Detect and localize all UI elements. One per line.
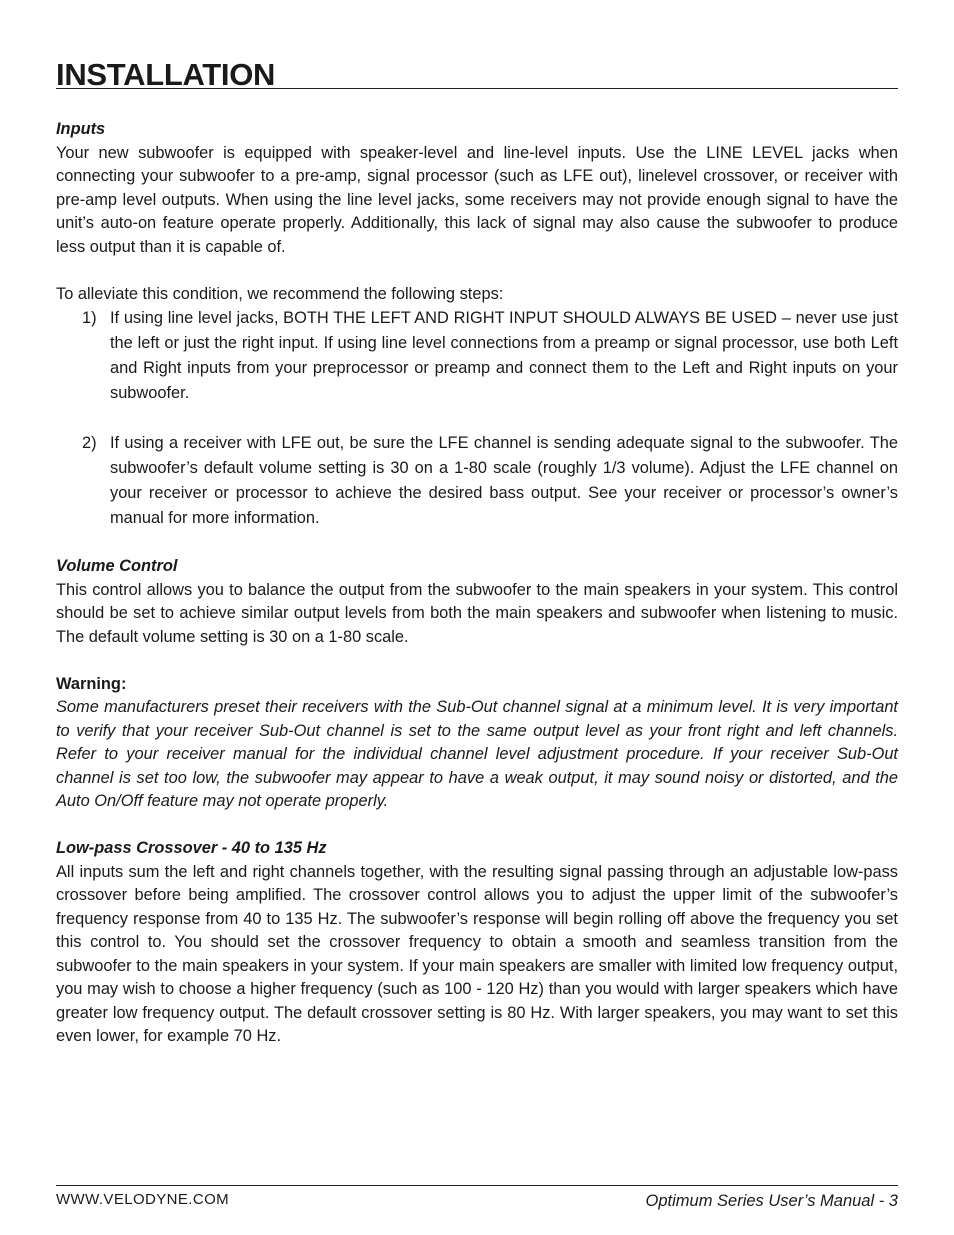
content [56,118,898,1049]
crossover-heading: Low-pass Crossover - 40 to 135 Hz [56,839,327,857]
page-title: INSTALLATION [56,57,276,92]
title-row [56,56,898,92]
warning-heading: Warning: [56,674,127,693]
inputs-paragraph: Your new subwoofer is equipped with speaker-level and line-level inputs. Use the LINE LEVEL jacks when connecting your subwoofer to a pre-amp, signal processor (such as LFE out), linelevel crossover, or receiver with pre-amp level outputs. When using the line level jacks, some receivers may not provide enough signal to have the unit’s auto-on feature operate properly. Additionally, this lack of signal may also cause the subwoofer to produce less output than it is capable of. [56,143,898,256]
volume-heading: Volume Control [56,557,178,575]
list-item-number: 1) [82,309,97,327]
manual-page-label: Optimum Series User’s Manual - 3 [645,1192,898,1210]
warning-paragraph: Some manufacturers preset their receivers with the Sub-Out channel signal at a minimum level. It is very important to verify that your receiver Sub-Out channel is set to the same output level as your front right and left channels. Refer to your receiver manual for the individual channel level adjustment procedure. If your receiver Sub-Out channel is set too low, the subwoofer may appear to have a weak output, it may sound noisy or distorted, and the Auto On/Off feature may not operate properly. [56,698,898,810]
list-item-text: If using a receiver with LFE out, be sure the LFE channel is sending adequate signal to the subwoofer. The subwoofer’s default volume setting is 30 on a 1-80 scale (roughly 1/3 volume). Adjust the LFE channel on your receiver or processor to achieve the desired bass output. See your receiver or processor’s owner’s manual for more information. [110,434,898,527]
inputs-heading: Inputs [56,120,106,138]
list-item-number: 2) [82,434,97,452]
list-item [56,431,898,531]
footer [56,1185,898,1210]
list-item-text: If using line level jacks, BOTH THE LEFT AND RIGHT INPUT SHOULD ALWAYS BE USED – never use just the left or just the right input. If using line level connections from a preamp or signal processor, use both Left and Right inputs from your preprocessor or preamp and connect them to the Left and Right inputs on your subwoofer. [110,309,898,402]
list-item [56,306,898,406]
volume-paragraph: This control allows you to balance the output from the subwoofer to the main speakers in your system. This control should be set to achieve similar output levels from both the main speakers and subwoofer when listening to music. The default volume setting is 30 on a 1-80 scale. [56,580,898,646]
crossover-paragraph: All inputs sum the left and right channels together, with the resulting signal passing through an adjustable low-pass crossover before being amplified. The crossover control allows you to adjust the upper limit of the subwoofer’s frequency response from 40 to 135 Hz. The subwoofer’s response will begin rolling off above the frequency you set this control to. You should set the crossover frequency to obtain a smooth and seamless transition from the subwoofer to the main speakers in your system. If your main speakers are smaller with limited low frequency output, you may wish to choose a higher frequency (such as 100 - 120 Hz) than you would with larger speakers which have greater low frequency output. The default crossover setting is 80 Hz. With larger speakers, you may want to set this even lower, for example 70 Hz. [56,862,898,1045]
steps-intro: To alleviate this condition, we recommend the following steps: [56,284,504,303]
steps-list [56,306,898,531]
website-link[interactable]: WWW.VELODYNE.COM [56,1191,230,1208]
